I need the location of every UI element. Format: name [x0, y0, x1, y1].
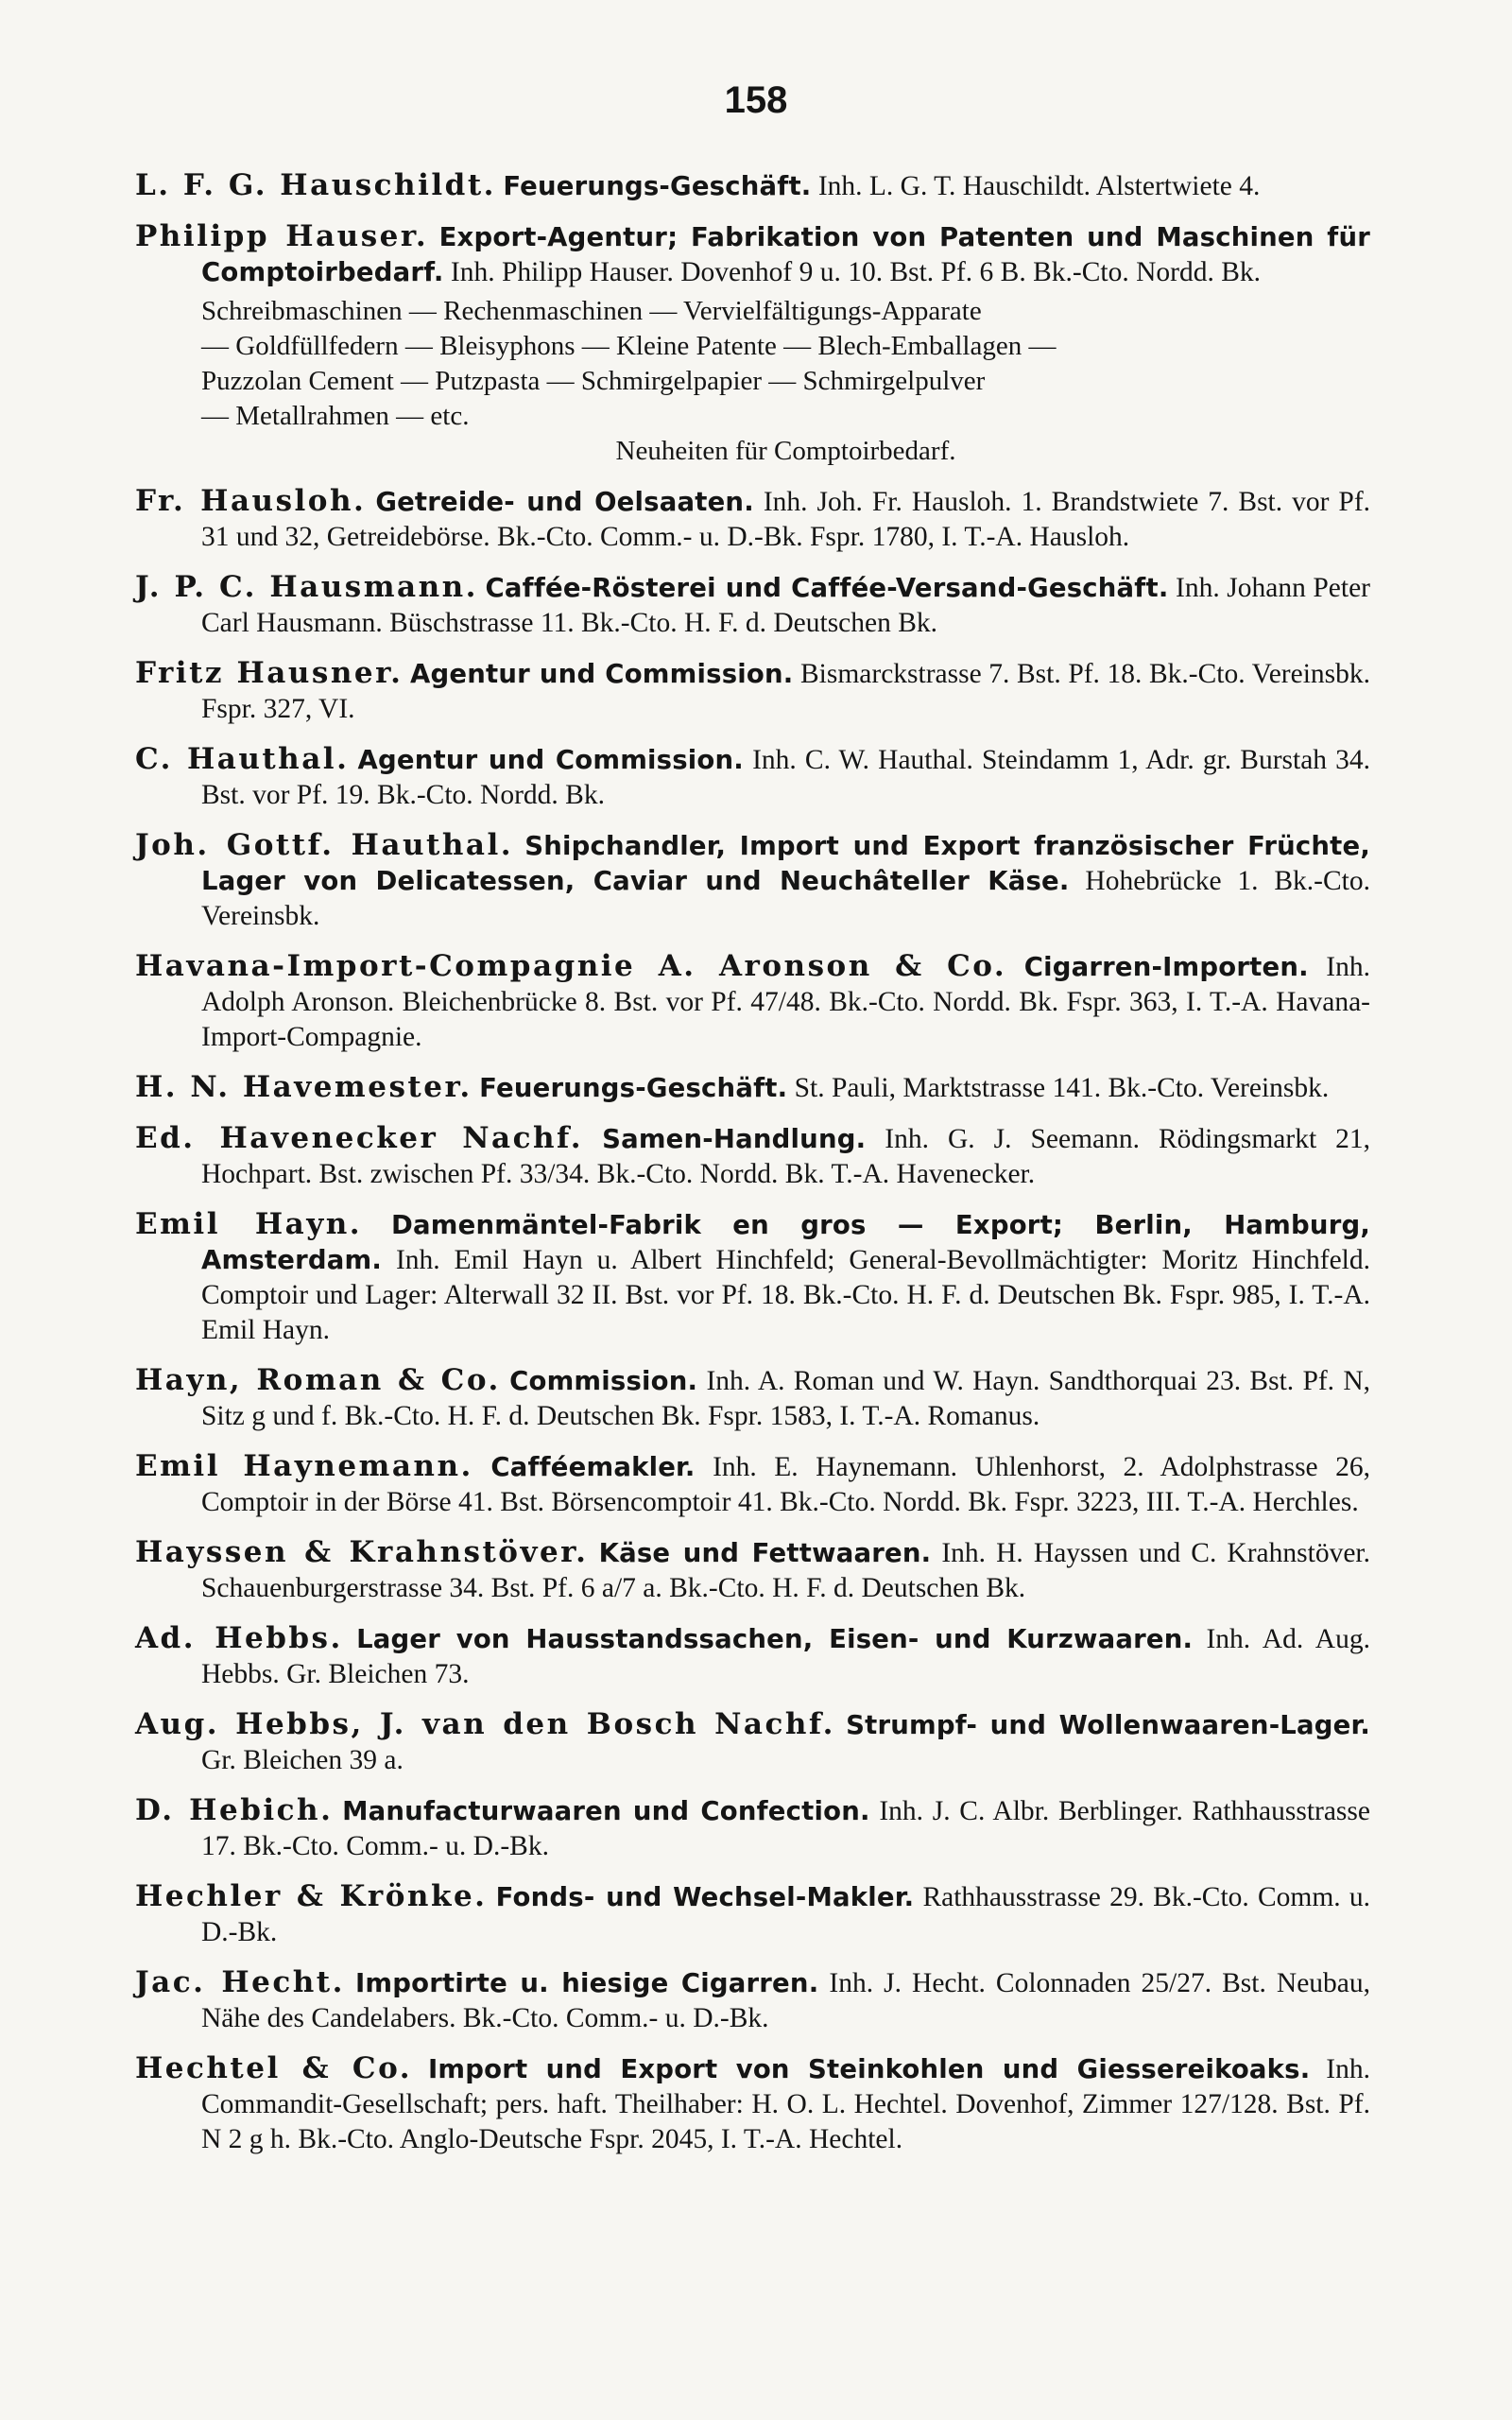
entry-details: Inh. G. J. Seemann. Rödingsmarkt 21, Hochpart. Bst. zwischen Pf. 33/34. Bk.-Cto. Nordd. Bk. T.-A. Havenecker.	[201, 1124, 1371, 1189]
entry-name: Hechler & Krönke.	[135, 1879, 488, 1913]
directory-entry	[135, 1535, 1370, 1606]
directory-entry	[135, 1965, 1370, 2036]
directory-entries	[135, 168, 1370, 2172]
entry-trade: Import und Export von Steinkohlen und Giessereikoaks.	[427, 2054, 1311, 2084]
entry-trade: Shipchandler, Import und Export französischer Früchte, Lager von Delicatessen, Caviar und Neuchâteller Käse.	[201, 831, 1370, 896]
hauser-advert	[135, 294, 1370, 469]
advert-line: Schreibmaschinen — Rechenmaschinen — Vervielfältigungs-Apparate	[201, 296, 982, 326]
entry-name: Emil Haynemann.	[135, 1449, 473, 1483]
entry-details: Rathhausstrasse 29. Bk.-Cto. Comm. u. D.-Bk.	[201, 1882, 1370, 1947]
directory-entry	[135, 484, 1370, 555]
entry-name: Hayssen & Krahnstöver.	[135, 1535, 589, 1569]
directory-entry	[135, 1621, 1370, 1692]
entry-details: Inh. Commandit-Gesellschaft; pers. haft. Theilhaber: H. O. L. Hechtel. Dovenhof, Zimmer 127/128. Bst. Pf. N 2 g h. Bk.-Cto. Anglo-Deutsche Fspr. 2045, I. T.-A. Hechtel.	[201, 2054, 1370, 2154]
entry-details: Inh. J. Hecht. Colonnaden 25/27. Bst. Neubau, Nähe des Candelabers. Bk.-Cto. Comm.- u. D.-Bk.	[201, 1968, 1371, 2033]
advert-tagline: Neuheiten für Comptoirbedarf.	[615, 436, 956, 466]
advert-line: — Metallrahmen — etc.	[201, 401, 470, 431]
directory-entry	[135, 1879, 1370, 1950]
entry-details: Hohebrücke 1. Bk.-Cto. Vereinsbk.	[201, 866, 1370, 931]
entry-name: Jac. Hecht.	[135, 1965, 345, 1999]
entry-name: D. Hebich.	[135, 1793, 334, 1827]
entry-trade: Fonds- und Wechsel-Makler.	[495, 1882, 915, 1912]
directory-entry	[135, 1449, 1370, 1520]
page-number: 158	[724, 79, 788, 121]
entry-trade: Samen-Handlung.	[602, 1124, 867, 1154]
entry-details: St. Pauli, Marktstrasse 141. Bk.-Cto. Vereinsbk.	[794, 1073, 1330, 1103]
entry-trade: Damenmäntel-Fabrik en gros — Export; Berlin, Hamburg, Amsterdam.	[201, 1210, 1370, 1275]
entry-details: Inh. Emil Hayn u. Albert Hinchfeld; General-Bevollmächtigter: Moritz Hinchfeld. Comptoir und Lager: Alterwall 32 II. Bst. vor Pf. 18. Bk.-Cto. H. F. d. Deutschen Bk. Fspr. 985, I. T.-A. Emil Hayn.	[201, 1245, 1371, 1345]
entry-trade: Agentur und Commission.	[410, 659, 794, 689]
entry-details: Inh. C. W. Hauthal. Steindamm 1, Adr. gr. Burstah 34. Bst. vor Pf. 19. Bk.-Cto. Nordd. Bk.	[201, 745, 1371, 810]
entry-name: Aug. Hebbs, J. van den Bosch Nachf.	[135, 1707, 835, 1741]
entry-name: C. Hauthal.	[135, 742, 350, 776]
entry-trade: Agentur und Commission.	[357, 745, 744, 775]
entry-trade: Manufacturwaaren und Confection.	[342, 1796, 870, 1826]
entry-details: Inh. H. Hayssen und C. Krahnstöver. Schauenburgerstrasse 34. Bst. Pf. 6 a/7 a. Bk.-Cto. H. F. d. Deutschen Bk.	[201, 1538, 1370, 1603]
entry-details: Inh. J. C. Albr. Berblinger. Rathhausstrasse 17. Bk.-Cto. Comm.- u. D.-Bk.	[201, 1796, 1370, 1861]
directory-entry	[135, 1121, 1370, 1192]
entry-name: Hechtel & Co.	[135, 2051, 413, 2085]
entry-details: Inh. Johann Peter Carl Hausmann. Büschstrasse 11. Bk.-Cto. H. F. d. Deutschen Bk.	[201, 573, 1370, 638]
entry-name: Havana-Import-Compagnie A. Aronson & Co.	[135, 949, 1007, 983]
directory-entry	[135, 1707, 1370, 1778]
directory-entry	[135, 219, 1370, 290]
entry-trade: Cafféemakler.	[490, 1452, 696, 1482]
entry-trade: Importirte u. hiesige Cigarren.	[354, 1968, 819, 1998]
entry-name: Hayn, Roman & Co.	[135, 1363, 501, 1397]
entry-details: Bismarckstrasse 7. Bst. Pf. 18. Bk.-Cto. Vereinsbk. Fspr. 327, VI.	[201, 659, 1371, 724]
entry-name: Fr. Hausloh.	[135, 484, 367, 518]
entry-trade: Feuerungs-Geschäft.	[503, 171, 812, 201]
directory-entry	[135, 2051, 1370, 2157]
entry-name: Philipp Hauser.	[135, 219, 429, 253]
directory-entry	[135, 949, 1370, 1055]
entry-details: Gr. Bleichen 39 a.	[201, 1745, 404, 1775]
entry-trade: Caffée-Rösterei und Caffée-Versand-Geschäft.	[485, 573, 1169, 603]
advert-line: Puzzolan Cement — Putzpasta — Schmirgelpapier — Schmirgelpulver	[201, 366, 986, 396]
entry-name: L. F. G. Hauschildt.	[135, 168, 496, 202]
entry-name: Joh. Gottf. Hauthal.	[135, 828, 514, 862]
entry-details: Inh. Joh. Fr. Hausloh. 1. Brandstwiete 7. Bst. vor Pf. 31 und 32, Getreidebörse. Bk.-Cto. Comm.- u. D.-Bk. Fspr. 1780, I. T.-A. Hausloh.	[201, 487, 1371, 552]
entry-name: H. N. Havemester.	[135, 1070, 472, 1104]
entry-name: Emil Hayn.	[135, 1207, 363, 1241]
entry-trade: Export-Agentur; Fabrikation von Patenten und Maschinen für Comptoirbedarf.	[201, 222, 1370, 287]
entry-trade: Lager von Hausstandssachen, Eisen- und Kurzwaaren.	[356, 1624, 1194, 1654]
entry-trade: Commission.	[509, 1366, 698, 1396]
entry-name: Ad. Hebbs.	[135, 1621, 343, 1655]
entry-trade: Getreide- und Oelsaaten.	[375, 487, 754, 517]
entry-details: Inh. Adolph Aronson. Bleichenbrücke 8. Bst. vor Pf. 47/48. Bk.-Cto. Nordd. Bk. Fspr. 363, I. T.-A. Havana-Import-Compagnie.	[201, 952, 1370, 1052]
directory-entry	[135, 1207, 1370, 1348]
entry-name: Ed. Havenecker Nachf.	[135, 1121, 584, 1155]
entry-details: Inh. Philipp Hauser. Dovenhof 9 u. 10. Bst. Pf. 6 B. Bk.-Cto. Nordd. Bk.	[450, 257, 1262, 287]
directory-entry	[135, 570, 1370, 641]
entry-trade: Strumpf- und Wollenwaaren-Lager.	[846, 1710, 1371, 1740]
directory-entry	[135, 168, 1370, 204]
entry-name: J. P. C. Hausmann.	[135, 570, 478, 604]
directory-entry	[135, 828, 1370, 934]
entry-trade: Käse und Fettwaaren.	[598, 1538, 932, 1568]
directory-entry	[135, 1363, 1370, 1434]
advert-line: — Goldfüllfedern — Bleisyphons — Kleine Patente — Blech-Emballagen —	[201, 331, 1057, 361]
entry-details: Inh. Ad. Aug. Hebbs. Gr. Bleichen 73.	[201, 1624, 1370, 1689]
entry-details: Inh. E. Haynemann. Uhlenhorst, 2. Adolphstrasse 26, Comptoir in der Börse 41. Bst. Börsencomptoir 41. Bk.-Cto. Nordd. Bk. Fspr. 3223, III. T.-A. Herchles.	[201, 1452, 1371, 1517]
entry-details: Inh. L. G. T. Hauschildt. Alstertwiete 4.	[817, 171, 1261, 201]
directory-entry	[135, 1070, 1370, 1106]
entry-name: Fritz Hausner.	[135, 656, 404, 690]
entry-trade: Feuerungs-Geschäft.	[479, 1073, 788, 1103]
entry-trade: Cigarren-Importen.	[1023, 952, 1309, 982]
directory-entry	[135, 742, 1370, 813]
directory-entry	[135, 656, 1370, 727]
entry-details: Inh. A. Roman und W. Hayn. Sandthorquai 23. Bst. Pf. N, Sitz g und f. Bk.-Cto. H. F. d. Deutschen Bk. Fspr. 1583, I. T.-A. Romanus.	[201, 1366, 1371, 1431]
directory-entry	[135, 1793, 1370, 1864]
